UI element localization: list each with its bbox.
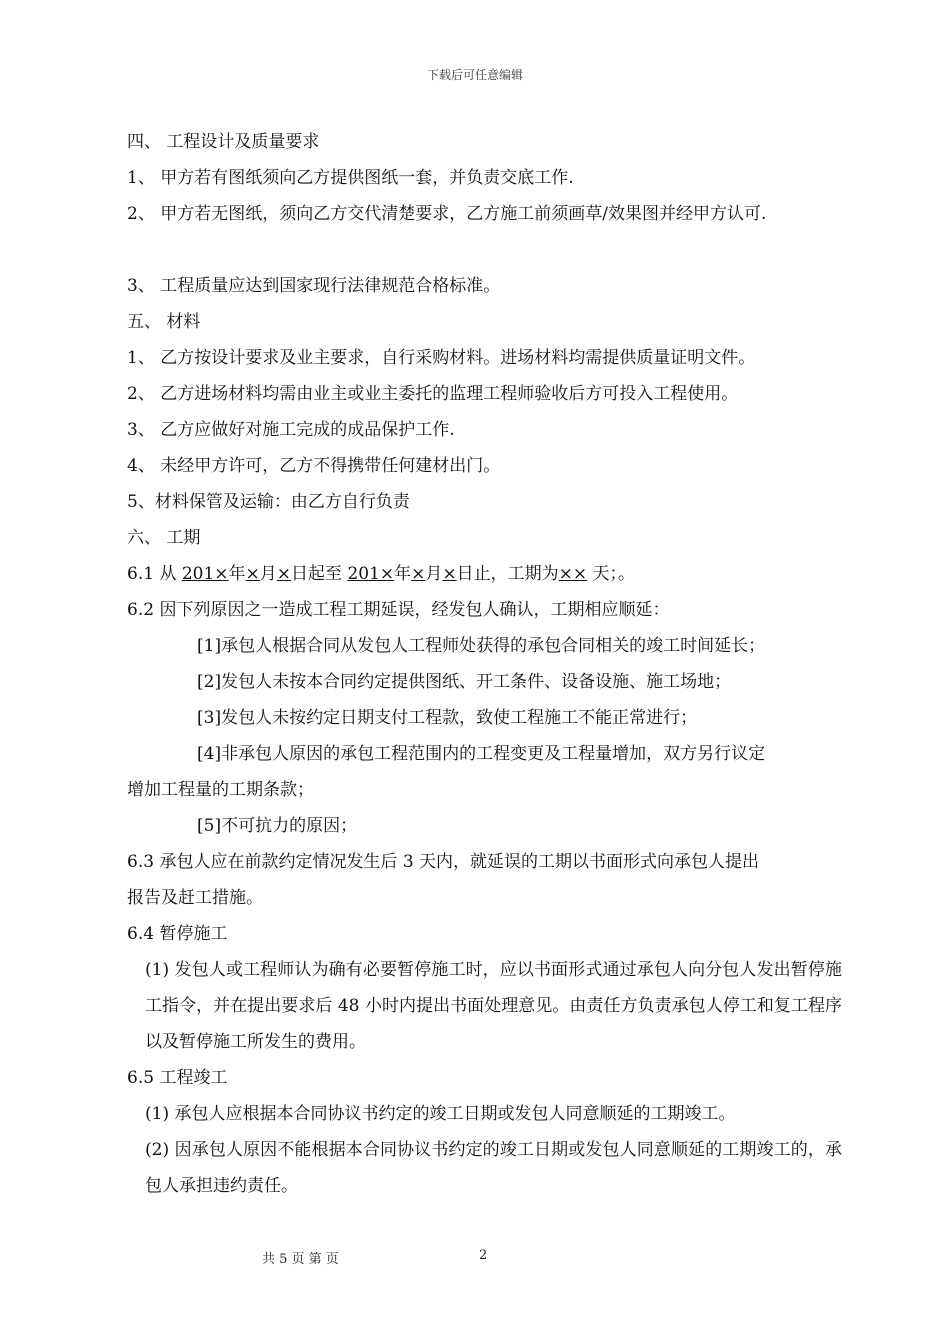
- clause-6-1-prefix: 6.1 从: [127, 564, 182, 584]
- section-6-title: 六、 工期: [127, 528, 201, 548]
- end-day: ×: [442, 564, 457, 584]
- section-4-item-3: 3、 工程质量应达到国家现行法律规范合格标准。: [127, 276, 501, 296]
- clause-6-3-continued: 报告及赶工措施。: [127, 888, 263, 908]
- document-body: [127, 124, 842, 1204]
- year-label: 年: [228, 564, 246, 584]
- section-4-title: 四、 工程设计及质量要求: [127, 132, 320, 152]
- month-label: 月: [425, 564, 443, 584]
- clause-6-3: 6.3 承包人应在前款约定情况发生后 3 天内，就延误的工期以书面形式向承包人提出: [127, 852, 760, 872]
- clause-6-4-title: 6.4 暂停施工: [127, 924, 228, 944]
- section-5-title: 五、 材料: [127, 312, 201, 332]
- section-5-item-4: 4、 未经甲方许可，乙方不得携带任何建材出门。: [127, 456, 501, 476]
- duration-days: ××: [558, 564, 588, 584]
- reason-3: [3]发包人未按约定日期支付工程款，致使工程施工不能正常进行；: [197, 708, 698, 728]
- clause-6-4-para-1: (1) 发包人或工程师认为确有必要暂停施工时，应以书面形式通过承包人向分包人发出暂停施工指令，并在提出要求后 48 小时内提出书面处理意见。由责任方负责承包人停工和复工程序以及暂停施工所发生的费用。: [145, 960, 842, 1052]
- end-day-label: 日止，工期为: [456, 564, 559, 584]
- start-year: 201×: [181, 564, 229, 584]
- reason-5: [5]不可抗力的原因；: [197, 816, 358, 836]
- page-header: 下载后可任意编辑: [426, 68, 523, 82]
- month-label: 月: [259, 564, 277, 584]
- start-day: ×: [276, 564, 292, 584]
- section-5-item-2: 2、 乙方进场材料均需由业主或业主委托的监理工程师验收后方可投入工程使用。: [127, 384, 739, 404]
- section-5-item-3: 3、 乙方应做好对施工完成的成品保护工作.: [127, 420, 455, 440]
- reason-1: [1]承包人根据合同从发包人工程师处获得的承包合同相关的竣工时间延长；: [197, 636, 766, 656]
- clause-6-2: 6.2 因下列原因之一造成工程工期延误，经发包人确认，工期相应顺延：: [127, 600, 670, 620]
- start-month: ×: [245, 564, 260, 584]
- reason-4: [4]非承包人原因的承包工程范围内的工程变更及工程量增加，双方另行议定: [197, 744, 766, 764]
- reason-2: [2]发包人未按本合同约定提供图纸、开工条件、设备设施、施工场地；: [197, 672, 732, 692]
- page-count-footer: 共 5 页 第 页: [262, 1252, 339, 1267]
- clause-6-5-title: 6.5 工程竣工: [127, 1068, 228, 1088]
- clause-6-5-para-2: (2) 因承包人原因不能根据本合同协议书约定的竣工日期或发包人同意顺延的工期竣工的，承包人承担违约责任。: [145, 1140, 842, 1196]
- section-5-item-1: 1、 乙方按设计要求及业主要求，自行采购材料。进场材料均需提供质量证明文件。: [127, 348, 756, 368]
- section-4-item-2: 2、 甲方若无图纸，须向乙方交代清楚要求，乙方施工前须画草/效果图并经甲方认可.: [127, 204, 767, 224]
- section-4-item-1: 1、 甲方若有图纸须向乙方提供图纸一套，并负责交底工作.: [127, 168, 574, 188]
- days-label: 天；。: [587, 564, 636, 584]
- end-month: ×: [411, 564, 426, 584]
- clause-6-1: [127, 556, 842, 592]
- end-year: 201×: [347, 564, 395, 584]
- clause-6-5-para-1: (1) 承包人应根据本合同协议书约定的竣工日期或发包人同意顺延的工期竣工。: [145, 1104, 736, 1124]
- reason-4-continued: 增加工程量的工期条款；: [127, 780, 314, 800]
- start-day-label: 日起至: [291, 564, 348, 584]
- year-label: 年: [394, 564, 412, 584]
- page-number: 2: [479, 1248, 488, 1263]
- blank-line: [127, 232, 842, 268]
- section-5-item-5: 5、材料保管及运输：由乙方自行负责: [127, 492, 410, 512]
